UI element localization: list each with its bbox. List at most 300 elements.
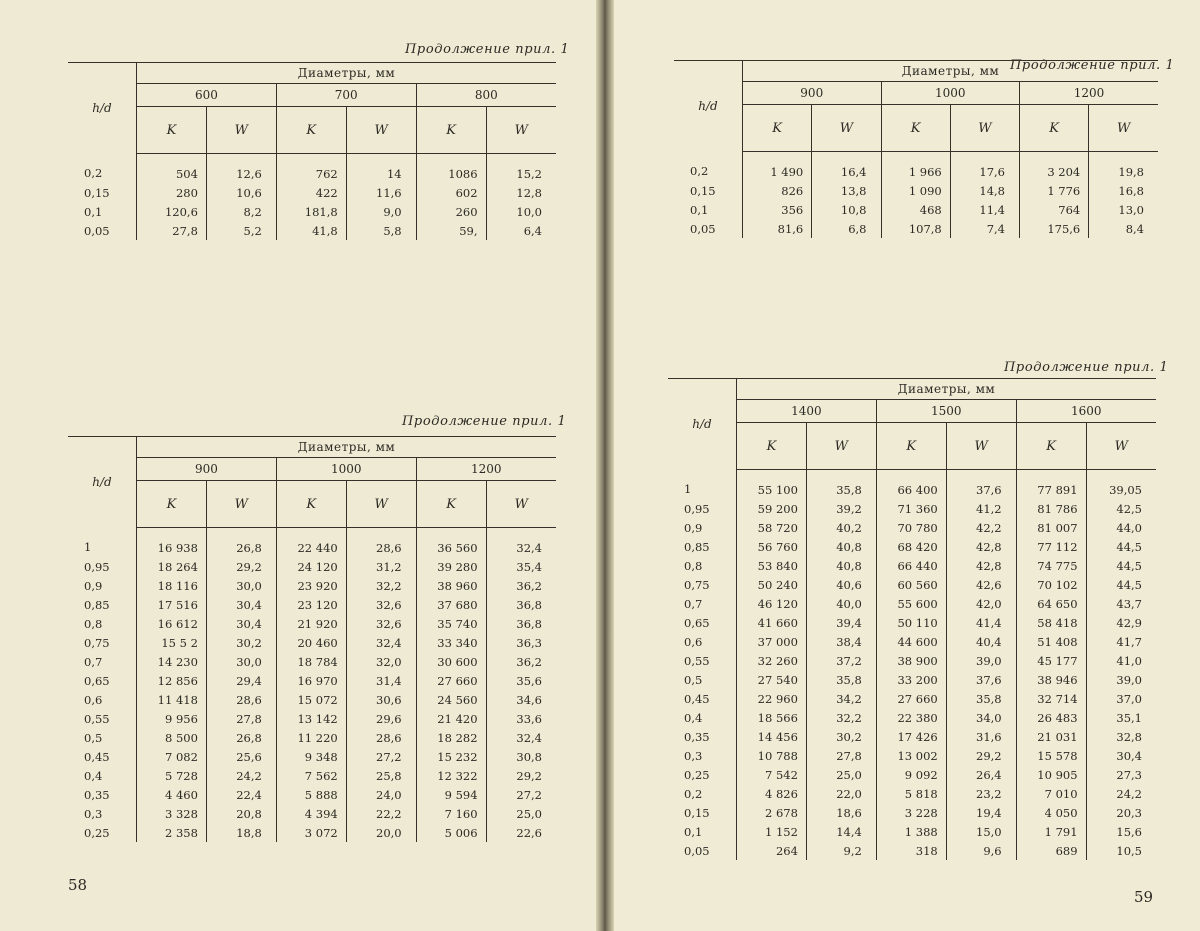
table-row	[668, 632, 1156, 651]
w-value-cell: 37,0	[1086, 689, 1156, 708]
k-value-cell: 60 560	[876, 575, 946, 594]
table-row	[674, 219, 1158, 238]
k-value-cell: 11 418	[137, 690, 207, 709]
k-value-cell: 32 260	[737, 651, 807, 670]
w-value-cell: 44,5	[1086, 537, 1156, 556]
hd-value-cell: 0,9	[668, 518, 737, 537]
table-row	[668, 803, 1156, 822]
w-value-cell: 22,6	[486, 823, 556, 842]
diameters-header: Диаметры, мм	[137, 437, 557, 458]
w-value-cell: 37,6	[946, 470, 1016, 500]
k-value-cell: 81 786	[1016, 499, 1086, 518]
w-value-cell: 27,3	[1086, 765, 1156, 784]
w-value-cell: 29,4	[206, 671, 276, 690]
k-value-cell: 10 788	[737, 746, 807, 765]
k-value-cell: 41,8	[276, 221, 346, 240]
k-value-cell: 46 120	[737, 594, 807, 613]
w-value-cell: 15,6	[1086, 822, 1156, 841]
hd-value-cell: 0,3	[668, 746, 737, 765]
hd-value-cell: 0,7	[68, 652, 137, 671]
w-value-cell: 41,7	[1086, 632, 1156, 651]
table-row	[68, 528, 556, 558]
w-value-cell: 31,6	[946, 727, 1016, 746]
diameter-value: 1400	[737, 400, 877, 423]
table-row	[68, 690, 556, 709]
w-value-cell: 16,4	[812, 152, 881, 182]
k-value-cell: 5 818	[876, 784, 946, 803]
k-value-cell: 602	[416, 183, 486, 202]
k-value-cell: 37 000	[737, 632, 807, 651]
w-value-cell: 9,2	[806, 841, 876, 860]
table-left-bottom	[68, 436, 556, 842]
w-value-cell: 36,3	[486, 633, 556, 652]
w-value-cell: 10,6	[206, 183, 276, 202]
w-value-cell: 35,4	[486, 557, 556, 576]
k-value-cell: 9 594	[416, 785, 486, 804]
w-value-cell: 40,6	[806, 575, 876, 594]
k-value-cell: 18 264	[137, 557, 207, 576]
k-column-header: K	[276, 107, 346, 154]
hd-value-cell: 0,25	[668, 765, 737, 784]
w-value-cell: 35,8	[946, 689, 1016, 708]
table-row	[68, 709, 556, 728]
w-value-cell: 41,2	[946, 499, 1016, 518]
k-value-cell: 41 660	[737, 613, 807, 632]
k-value-cell: 7 562	[276, 766, 346, 785]
w-value-cell: 42,5	[1086, 499, 1156, 518]
k-value-cell: 16 938	[137, 528, 207, 558]
w-value-cell: 30,8	[486, 747, 556, 766]
hd-value-cell: 0,15	[674, 181, 743, 200]
w-value-cell: 15,2	[486, 154, 556, 184]
w-value-cell: 39,2	[806, 499, 876, 518]
k-value-cell: 15 072	[276, 690, 346, 709]
w-value-cell: 32,4	[346, 633, 416, 652]
w-value-cell: 20,0	[346, 823, 416, 842]
k-value-cell: 21 920	[276, 614, 346, 633]
w-value-cell: 29,6	[346, 709, 416, 728]
diameter-value: 1000	[276, 458, 416, 481]
k-value-cell: 59 200	[737, 499, 807, 518]
k-value-cell: 689	[1016, 841, 1086, 860]
w-column-header: W	[206, 481, 276, 528]
diameter-value: 1600	[1016, 400, 1156, 423]
k-value-cell: 50 110	[876, 613, 946, 632]
table-right-top	[674, 60, 1158, 238]
hd-header: h/d	[68, 63, 137, 154]
k-value-cell: 3 204	[1020, 152, 1089, 182]
w-value-cell: 12,6	[206, 154, 276, 184]
hd-value-cell: 0,55	[668, 651, 737, 670]
k-column-header: K	[1020, 105, 1089, 152]
w-value-cell: 7,4	[950, 219, 1019, 238]
hd-value-cell: 0,7	[668, 594, 737, 613]
table-row	[668, 537, 1156, 556]
k-value-cell: 764	[1020, 200, 1089, 219]
k-value-cell: 3 072	[276, 823, 346, 842]
k-value-cell: 51 408	[1016, 632, 1086, 651]
k-value-cell: 68 420	[876, 537, 946, 556]
w-value-cell: 32,4	[486, 728, 556, 747]
k-value-cell: 17 426	[876, 727, 946, 746]
table-row	[668, 613, 1156, 632]
hd-value-cell: 0,9	[68, 576, 137, 595]
k-value-cell: 13 142	[276, 709, 346, 728]
k-value-cell: 2 358	[137, 823, 207, 842]
k-value-cell: 33 340	[416, 633, 486, 652]
k-value-cell: 356	[743, 200, 812, 219]
hd-value-cell: 0,35	[668, 727, 737, 746]
w-value-cell: 32,2	[346, 576, 416, 595]
w-value-cell: 30,4	[1086, 746, 1156, 765]
hd-value-cell: 0,95	[68, 557, 137, 576]
k-value-cell: 70 780	[876, 518, 946, 537]
k-value-cell: 1 966	[881, 152, 950, 182]
k-value-cell: 4 394	[276, 804, 346, 823]
table-row	[68, 747, 556, 766]
hd-header: h/d	[674, 61, 743, 152]
caption-right-bottom: Продолжение прил. 1	[1004, 360, 1169, 375]
w-value-cell: 32,6	[346, 595, 416, 614]
k-value-cell: 181,8	[276, 202, 346, 221]
k-value-cell: 18 566	[737, 708, 807, 727]
k-value-cell: 318	[876, 841, 946, 860]
w-value-cell: 28,6	[346, 728, 416, 747]
w-value-cell: 39,0	[1086, 670, 1156, 689]
diameter-value: 800	[416, 84, 556, 107]
w-value-cell: 14,4	[806, 822, 876, 841]
k-value-cell: 26 483	[1016, 708, 1086, 727]
w-value-cell: 27,2	[486, 785, 556, 804]
k-value-cell: 14 456	[737, 727, 807, 746]
k-value-cell: 4 826	[737, 784, 807, 803]
w-value-cell: 44,5	[1086, 556, 1156, 575]
k-value-cell: 77 891	[1016, 470, 1086, 500]
table-row	[68, 595, 556, 614]
k-value-cell: 66 440	[876, 556, 946, 575]
k-value-cell: 826	[743, 181, 812, 200]
k-value-cell: 1 090	[881, 181, 950, 200]
w-value-cell: 30,4	[206, 614, 276, 633]
caption-left-top: Продолжение прил. 1	[405, 42, 570, 57]
k-value-cell: 44 600	[876, 632, 946, 651]
k-column-header: K	[276, 481, 346, 528]
table-row	[68, 614, 556, 633]
k-value-cell: 504	[137, 154, 207, 184]
k-value-cell: 7 010	[1016, 784, 1086, 803]
w-value-cell: 9,0	[346, 202, 416, 221]
book-spine	[596, 0, 614, 931]
k-value-cell: 22 440	[276, 528, 346, 558]
w-value-cell: 39,05	[1086, 470, 1156, 500]
hd-value-cell: 0,4	[68, 766, 137, 785]
w-value-cell: 29,2	[486, 766, 556, 785]
k-value-cell: 280	[137, 183, 207, 202]
k-value-cell: 175,6	[1020, 219, 1089, 238]
k-value-cell: 4 460	[137, 785, 207, 804]
k-value-cell: 15 232	[416, 747, 486, 766]
w-value-cell: 40,8	[806, 537, 876, 556]
k-value-cell: 14 230	[137, 652, 207, 671]
diameters-header: Диаметры, мм	[743, 61, 1159, 82]
diameter-value: 700	[276, 84, 416, 107]
k-value-cell: 4 050	[1016, 803, 1086, 822]
k-value-cell: 23 120	[276, 595, 346, 614]
table-row	[68, 633, 556, 652]
k-value-cell: 32 714	[1016, 689, 1086, 708]
k-value-cell: 70 102	[1016, 575, 1086, 594]
diameter-value: 1200	[1020, 82, 1159, 105]
k-value-cell: 18 784	[276, 652, 346, 671]
k-value-cell: 5 006	[416, 823, 486, 842]
hd-value-cell: 0,4	[668, 708, 737, 727]
table-row	[674, 181, 1158, 200]
w-value-cell: 40,8	[806, 556, 876, 575]
w-value-cell: 37,2	[806, 651, 876, 670]
k-column-header: K	[416, 481, 486, 528]
k-value-cell: 16 612	[137, 614, 207, 633]
w-value-cell: 13,0	[1089, 200, 1158, 219]
hd-value-cell: 0,85	[668, 537, 737, 556]
w-value-cell: 38,4	[806, 632, 876, 651]
hd-value-cell: 0,15	[68, 183, 137, 202]
hd-value-cell: 1	[668, 470, 737, 500]
table-row	[668, 784, 1156, 803]
w-value-cell: 41,0	[1086, 651, 1156, 670]
table-row	[68, 823, 556, 842]
k-value-cell: 9 092	[876, 765, 946, 784]
k-value-cell: 64 650	[1016, 594, 1086, 613]
w-value-cell: 15,0	[946, 822, 1016, 841]
w-value-cell: 6,8	[812, 219, 881, 238]
k-value-cell: 15 578	[1016, 746, 1086, 765]
w-value-cell: 39,0	[946, 651, 1016, 670]
table-row	[68, 576, 556, 595]
w-column-header: W	[946, 423, 1016, 470]
k-value-cell: 59,	[416, 221, 486, 240]
table-row	[68, 728, 556, 747]
k-value-cell: 8 500	[137, 728, 207, 747]
w-value-cell: 20,8	[206, 804, 276, 823]
table-row	[668, 765, 1156, 784]
table-row	[68, 154, 556, 184]
hd-value-cell: 0,45	[668, 689, 737, 708]
k-column-header: K	[416, 107, 486, 154]
table-row	[668, 556, 1156, 575]
w-value-cell: 29,2	[206, 557, 276, 576]
w-value-cell: 27,8	[206, 709, 276, 728]
hd-value-cell: 0,05	[668, 841, 737, 860]
table-row	[668, 727, 1156, 746]
w-value-cell: 18,6	[806, 803, 876, 822]
w-value-cell: 39,4	[806, 613, 876, 632]
w-value-cell: 25,0	[806, 765, 876, 784]
table-row	[68, 202, 556, 221]
k-value-cell: 107,8	[881, 219, 950, 238]
k-value-cell: 10 905	[1016, 765, 1086, 784]
table-left-top	[68, 62, 556, 240]
w-value-cell: 24,2	[1086, 784, 1156, 803]
k-value-cell: 56 760	[737, 537, 807, 556]
hd-value-cell: 0,8	[668, 556, 737, 575]
w-value-cell: 25,8	[346, 766, 416, 785]
w-value-cell: 28,6	[346, 528, 416, 558]
w-value-cell: 5,8	[346, 221, 416, 240]
k-value-cell: 264	[737, 841, 807, 860]
diameters-header: Диаметры, мм	[737, 379, 1157, 400]
w-value-cell: 28,6	[206, 690, 276, 709]
w-value-cell: 42,2	[946, 518, 1016, 537]
k-value-cell: 1 791	[1016, 822, 1086, 841]
table-row	[668, 708, 1156, 727]
k-value-cell: 5 728	[137, 766, 207, 785]
w-value-cell: 30,0	[206, 576, 276, 595]
table-row	[68, 652, 556, 671]
k-value-cell: 81 007	[1016, 518, 1086, 537]
table-row	[68, 183, 556, 202]
k-value-cell: 27 660	[876, 689, 946, 708]
k-value-cell: 27,8	[137, 221, 207, 240]
w-value-cell: 8,4	[1089, 219, 1158, 238]
w-value-cell: 42,6	[946, 575, 1016, 594]
hd-value-cell: 0,75	[668, 575, 737, 594]
w-value-cell: 25,6	[206, 747, 276, 766]
table-row	[68, 221, 556, 240]
w-value-cell: 18,8	[206, 823, 276, 842]
k-value-cell: 33 200	[876, 670, 946, 689]
w-value-cell: 32,0	[346, 652, 416, 671]
k-value-cell: 53 840	[737, 556, 807, 575]
diameters-header: Диаметры, мм	[137, 63, 557, 84]
k-value-cell: 50 240	[737, 575, 807, 594]
w-value-cell: 11,6	[346, 183, 416, 202]
k-value-cell: 12 856	[137, 671, 207, 690]
w-value-cell: 26,4	[946, 765, 1016, 784]
k-value-cell: 120,6	[137, 202, 207, 221]
hd-header: h/d	[68, 437, 137, 528]
diameter-value: 900	[743, 82, 882, 105]
w-value-cell: 14	[346, 154, 416, 184]
table-row	[668, 575, 1156, 594]
k-value-cell: 422	[276, 183, 346, 202]
diameter-value: 1200	[416, 458, 556, 481]
table-row	[674, 152, 1158, 182]
k-value-cell: 22 960	[737, 689, 807, 708]
w-column-header: W	[486, 481, 556, 528]
w-value-cell: 40,4	[946, 632, 1016, 651]
w-value-cell: 40,2	[806, 518, 876, 537]
k-value-cell: 55 600	[876, 594, 946, 613]
table-row	[668, 822, 1156, 841]
table-row	[668, 470, 1156, 500]
k-value-cell: 1 490	[743, 152, 812, 182]
w-value-cell: 43,7	[1086, 594, 1156, 613]
hd-value-cell: 0,1	[674, 200, 743, 219]
w-column-header: W	[346, 107, 416, 154]
k-column-header: K	[137, 481, 207, 528]
k-value-cell: 71 360	[876, 499, 946, 518]
w-column-header: W	[1086, 423, 1156, 470]
table-right-bottom	[668, 378, 1156, 860]
k-value-cell: 23 920	[276, 576, 346, 595]
w-value-cell: 44,0	[1086, 518, 1156, 537]
w-value-cell: 32,6	[346, 614, 416, 633]
w-value-cell: 16,8	[1089, 181, 1158, 200]
table-row	[668, 746, 1156, 765]
k-column-header: K	[881, 105, 950, 152]
w-value-cell: 23,2	[946, 784, 1016, 803]
w-value-cell: 25,0	[486, 804, 556, 823]
k-value-cell: 20 460	[276, 633, 346, 652]
w-value-cell: 31,2	[346, 557, 416, 576]
w-value-cell: 34,0	[946, 708, 1016, 727]
k-value-cell: 21 420	[416, 709, 486, 728]
w-value-cell: 37,6	[946, 670, 1016, 689]
diameter-value: 1500	[876, 400, 1016, 423]
w-value-cell: 33,6	[486, 709, 556, 728]
w-column-header: W	[950, 105, 1019, 152]
k-column-header: K	[743, 105, 812, 152]
w-value-cell: 27,8	[806, 746, 876, 765]
w-value-cell: 26,8	[206, 528, 276, 558]
k-value-cell: 77 112	[1016, 537, 1086, 556]
k-value-cell: 55 100	[737, 470, 807, 500]
table-row	[68, 804, 556, 823]
w-column-header: W	[806, 423, 876, 470]
w-value-cell: 24,2	[206, 766, 276, 785]
hd-value-cell: 0,2	[68, 154, 137, 184]
k-value-cell: 18 282	[416, 728, 486, 747]
table-row	[668, 518, 1156, 537]
caption-left-bottom: Продолжение прил. 1	[402, 414, 567, 429]
k-value-cell: 22 380	[876, 708, 946, 727]
k-value-cell: 9 348	[276, 747, 346, 766]
w-value-cell: 32,8	[1086, 727, 1156, 746]
w-value-cell: 19,4	[946, 803, 1016, 822]
w-value-cell: 44,5	[1086, 575, 1156, 594]
hd-value-cell: 0,65	[68, 671, 137, 690]
k-value-cell: 27 660	[416, 671, 486, 690]
hd-value-cell: 0,5	[68, 728, 137, 747]
k-value-cell: 15 5 2	[137, 633, 207, 652]
hd-header: h/d	[668, 379, 737, 470]
hd-value-cell: 0,5	[668, 670, 737, 689]
hd-value-cell: 0,35	[68, 785, 137, 804]
w-value-cell: 34,6	[486, 690, 556, 709]
w-value-cell: 30,4	[206, 595, 276, 614]
k-value-cell: 18 116	[137, 576, 207, 595]
k-value-cell: 1086	[416, 154, 486, 184]
k-value-cell: 7 160	[416, 804, 486, 823]
k-column-header: K	[876, 423, 946, 470]
table-row	[668, 841, 1156, 860]
hd-value-cell: 0,75	[68, 633, 137, 652]
k-value-cell: 3 228	[876, 803, 946, 822]
w-value-cell: 6,4	[486, 221, 556, 240]
w-value-cell: 31,4	[346, 671, 416, 690]
diameter-value: 1000	[881, 82, 1020, 105]
table-row	[668, 670, 1156, 689]
hd-value-cell: 0,25	[68, 823, 137, 842]
table-row	[668, 499, 1156, 518]
diameter-value: 900	[137, 458, 277, 481]
w-value-cell: 35,1	[1086, 708, 1156, 727]
hd-value-cell: 0,85	[68, 595, 137, 614]
w-value-cell: 30,2	[806, 727, 876, 746]
k-value-cell: 21 031	[1016, 727, 1086, 746]
k-column-header: K	[1016, 423, 1086, 470]
w-value-cell: 14,8	[950, 181, 1019, 200]
